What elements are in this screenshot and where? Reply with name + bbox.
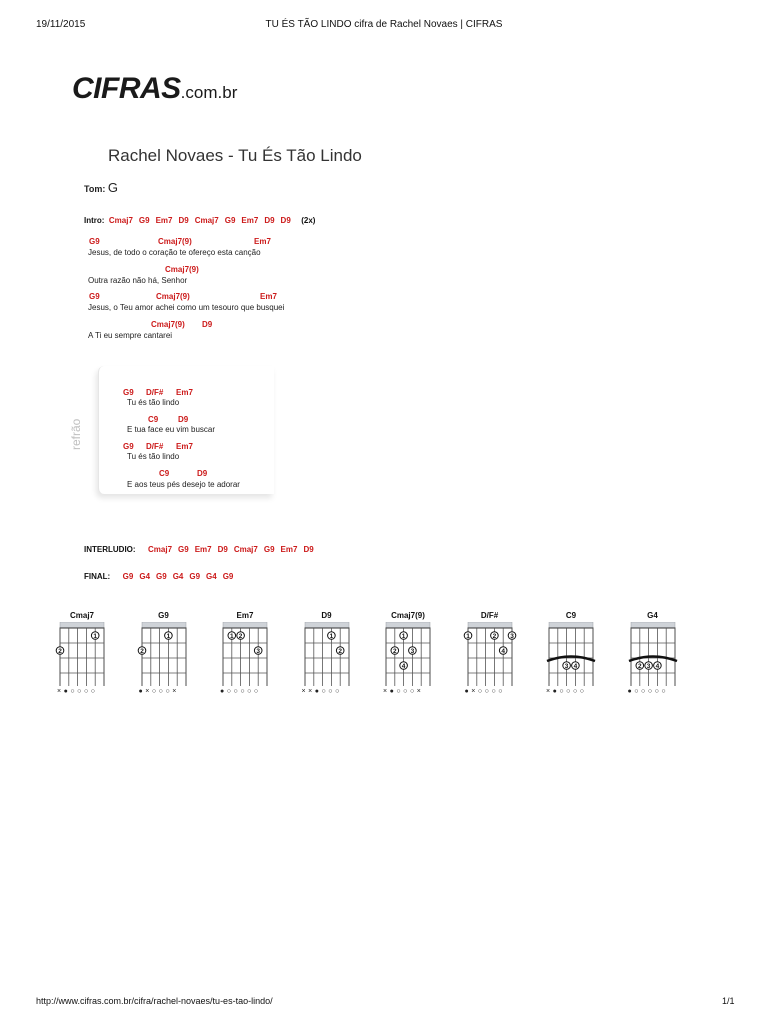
chord-chart[interactable] (297, 611, 357, 695)
chord-label[interactable]: D9 (202, 320, 213, 329)
final-chord[interactable]: G9 (189, 572, 201, 581)
fretboard-diagram (52, 622, 112, 686)
fretboard-diagram (378, 622, 438, 686)
fretboard-nut (305, 622, 349, 628)
fretboard-diagram (541, 622, 601, 686)
finger-number: 3 (410, 648, 415, 655)
finger-number: 1 (401, 633, 406, 640)
intro-chord[interactable]: Cmaj7 (194, 216, 219, 225)
interludio-chord[interactable]: D9 (303, 545, 314, 554)
finger-number: 3 (564, 663, 569, 670)
final-chord[interactable]: G4 (139, 572, 151, 581)
intro-chord[interactable]: D9 (178, 216, 189, 225)
finger-number: 3 (646, 663, 650, 670)
fretboard-nut (631, 622, 675, 628)
chord-label[interactable]: G9 (123, 442, 134, 451)
tom-line (84, 180, 118, 195)
chord-label[interactable]: Cmaj7(9) (158, 237, 192, 246)
chord-label[interactable]: Cmaj7(9) (151, 320, 185, 329)
finger-number: 4 (500, 648, 505, 655)
intro-chord[interactable]: G9 (224, 216, 236, 225)
string-status: × × ● ○ ○ ○ (301, 688, 340, 695)
intro-chord[interactable]: D9 (280, 216, 291, 225)
interludio-chords (148, 545, 320, 554)
chord-chart[interactable] (623, 611, 683, 695)
fretboard-diagram (623, 622, 683, 686)
fretboard-frame (386, 628, 430, 686)
cifras-logo[interactable] (72, 72, 237, 106)
finger-number: 2 (337, 648, 342, 655)
chord-label[interactable]: G9 (89, 292, 100, 301)
fretboard-diagram (297, 622, 357, 686)
interludio-chord[interactable]: G9 (178, 545, 189, 554)
interludio-chord[interactable]: Em7 (194, 545, 212, 554)
fretboard-diagram (215, 622, 275, 686)
string-status: × ● ○ ○ ○ × (383, 688, 422, 695)
finger-number: 1 (166, 633, 170, 640)
finger-number: 1 (93, 633, 98, 640)
finger-number: 2 (492, 633, 496, 640)
final-chord[interactable]: G4 (206, 572, 217, 581)
string-status: × ● ○ ○ ○ ○ (57, 688, 96, 695)
string-status: ● ○ ○ ○ ○ ○ (220, 688, 259, 695)
final-chord[interactable]: G9 (122, 572, 134, 581)
chord-label[interactable]: Cmaj7(9) (165, 265, 199, 274)
finger-number: 1 (465, 633, 470, 640)
song-title: Rachel Novaes - Tu És Tão Lindo (108, 146, 362, 165)
finger-number: 3 (256, 648, 261, 655)
lyric-line: Tu és tão lindo (127, 398, 180, 407)
intro-chords (109, 216, 297, 225)
fretboard-frame (465, 628, 512, 686)
fretboard-nut (468, 622, 512, 628)
intro-label: Intro: (84, 216, 105, 225)
chord-chart-name: D9 (321, 611, 332, 620)
lyric-line: Jesus, de todo o coração te ofereço esta canção (88, 248, 261, 257)
intro-repeat: (2x) (301, 216, 316, 225)
final-chords (123, 572, 240, 581)
fretboard-nut (386, 622, 430, 628)
lyric-line: Jesus, o Teu amor achei como um tesouro que busquei (88, 303, 285, 312)
final-label: FINAL: (84, 572, 111, 581)
chord-label[interactable]: Cmaj7(9) (156, 292, 190, 301)
finger-number: 2 (139, 648, 144, 655)
fretboard-nut (60, 622, 104, 628)
fretboard-frame (305, 628, 349, 686)
chord-chart[interactable] (378, 611, 438, 695)
finger-number: 3 (509, 633, 514, 640)
chord-chart-name: Cmaj7 (69, 611, 94, 620)
finger-number: 4 (401, 663, 406, 670)
interludio-chord[interactable]: Em7 (280, 545, 298, 554)
string-status: × ● ○ ○ ○ ○ (546, 688, 585, 695)
string-status: ● ○ ○ ○ ○ ○ (627, 688, 666, 695)
fretboard-nut (142, 622, 186, 628)
chord-label[interactable]: Em7 (254, 237, 271, 246)
lyric-line: E tua face eu vim buscar (127, 425, 216, 434)
tom-label: Tom: (84, 184, 106, 194)
chord-chart-name: C9 (565, 611, 577, 620)
final-chord[interactable]: G4 (172, 572, 184, 581)
chord-label[interactable]: D/F# (146, 442, 164, 451)
finger-number: 1 (329, 633, 333, 640)
chord-chart-name: D/F# (480, 611, 499, 620)
fretboard-diagram (460, 622, 520, 686)
intro-chord[interactable]: D9 (264, 216, 275, 225)
lyric-line: Tu és tão lindo (127, 452, 180, 461)
chord-label[interactable]: Em7 (176, 388, 193, 397)
chord-chart[interactable] (134, 611, 194, 695)
chord-label[interactable]: C9 (159, 469, 170, 478)
final-line (84, 566, 239, 584)
string-status: ● × ○ ○ ○ ○ (464, 688, 503, 695)
fretboard-frame (139, 628, 186, 686)
finger-number: 2 (58, 648, 62, 655)
chord-chart-name: G4 (647, 611, 658, 620)
interludio-chord[interactable]: Cmaj7 (148, 545, 173, 554)
intro-chord[interactable]: Em7 (155, 216, 173, 225)
lyric-clip (98, 478, 273, 490)
chord-chart[interactable] (215, 611, 275, 695)
finger-number: 2 (637, 663, 642, 670)
chord-chart-name: G9 (158, 611, 169, 620)
intro-chord[interactable]: Cmaj7 (108, 216, 133, 225)
refrao-label: refrão (69, 418, 83, 450)
interludio-chord[interactable]: G9 (263, 545, 275, 554)
lyric-line: E aos teus pés desejo te adorar (127, 480, 240, 489)
chord-label[interactable]: D9 (178, 415, 189, 424)
lyric-line: A Ti eu sempre cantarei (88, 331, 173, 340)
tom-value: G (107, 180, 118, 195)
chord-label[interactable]: G9 (123, 388, 134, 397)
interludio-label: INTERLUDIO: (84, 545, 136, 554)
string-status: ● × ○ ○ ○ × (138, 688, 177, 695)
logo-suffix: .com.br (180, 83, 238, 102)
intro-line (84, 210, 315, 228)
interludio-line (84, 539, 320, 557)
chord-label[interactable]: Em7 (260, 292, 277, 301)
chord-chart-name: Em7 (236, 611, 254, 620)
chord-label[interactable]: Em7 (176, 442, 193, 451)
logo-main: CIFRAS (72, 72, 181, 105)
finger-number: 2 (392, 648, 397, 655)
finger-number: 1 (229, 633, 234, 640)
chord-label[interactable]: G9 (89, 237, 100, 246)
intro-chord[interactable]: Em7 (241, 216, 259, 225)
fretboard-diagram (134, 622, 194, 686)
lyric-line: Outra razão não há, Senhor (88, 276, 188, 285)
interludio-chord[interactable]: D9 (217, 545, 228, 554)
fretboard-nut (223, 622, 267, 628)
final-chord[interactable]: G9 (222, 572, 234, 581)
chord-chart-name: Cmaj7(9) (391, 611, 425, 620)
final-chord[interactable]: G9 (156, 572, 167, 581)
document-title: TU ÉS TÃO LINDO cifra de Rachel Novaes | CIFRAS (265, 19, 503, 30)
interludio-chord[interactable]: Cmaj7 (233, 545, 258, 554)
chord-chart[interactable] (52, 611, 112, 695)
chord-chart[interactable] (460, 611, 520, 695)
chord-label[interactable]: D/F# (146, 388, 164, 397)
finger-number: 4 (573, 663, 578, 670)
footer-page-number: 1/1 (722, 996, 735, 1006)
chord-chart[interactable] (541, 611, 601, 695)
chord-label[interactable]: C9 (148, 415, 159, 424)
fretboard-nut (549, 622, 593, 628)
finger-number: 4 (655, 663, 659, 670)
print-date: 19/11/2015 (36, 19, 86, 30)
chord-label[interactable]: D9 (197, 469, 208, 478)
intro-chord[interactable]: G9 (138, 216, 150, 225)
finger-number: 2 (238, 633, 243, 640)
footer-url[interactable]: http://www.cifras.com.br/cifra/rachel-novaes/tu-es-tao-lindo/ (36, 996, 273, 1006)
